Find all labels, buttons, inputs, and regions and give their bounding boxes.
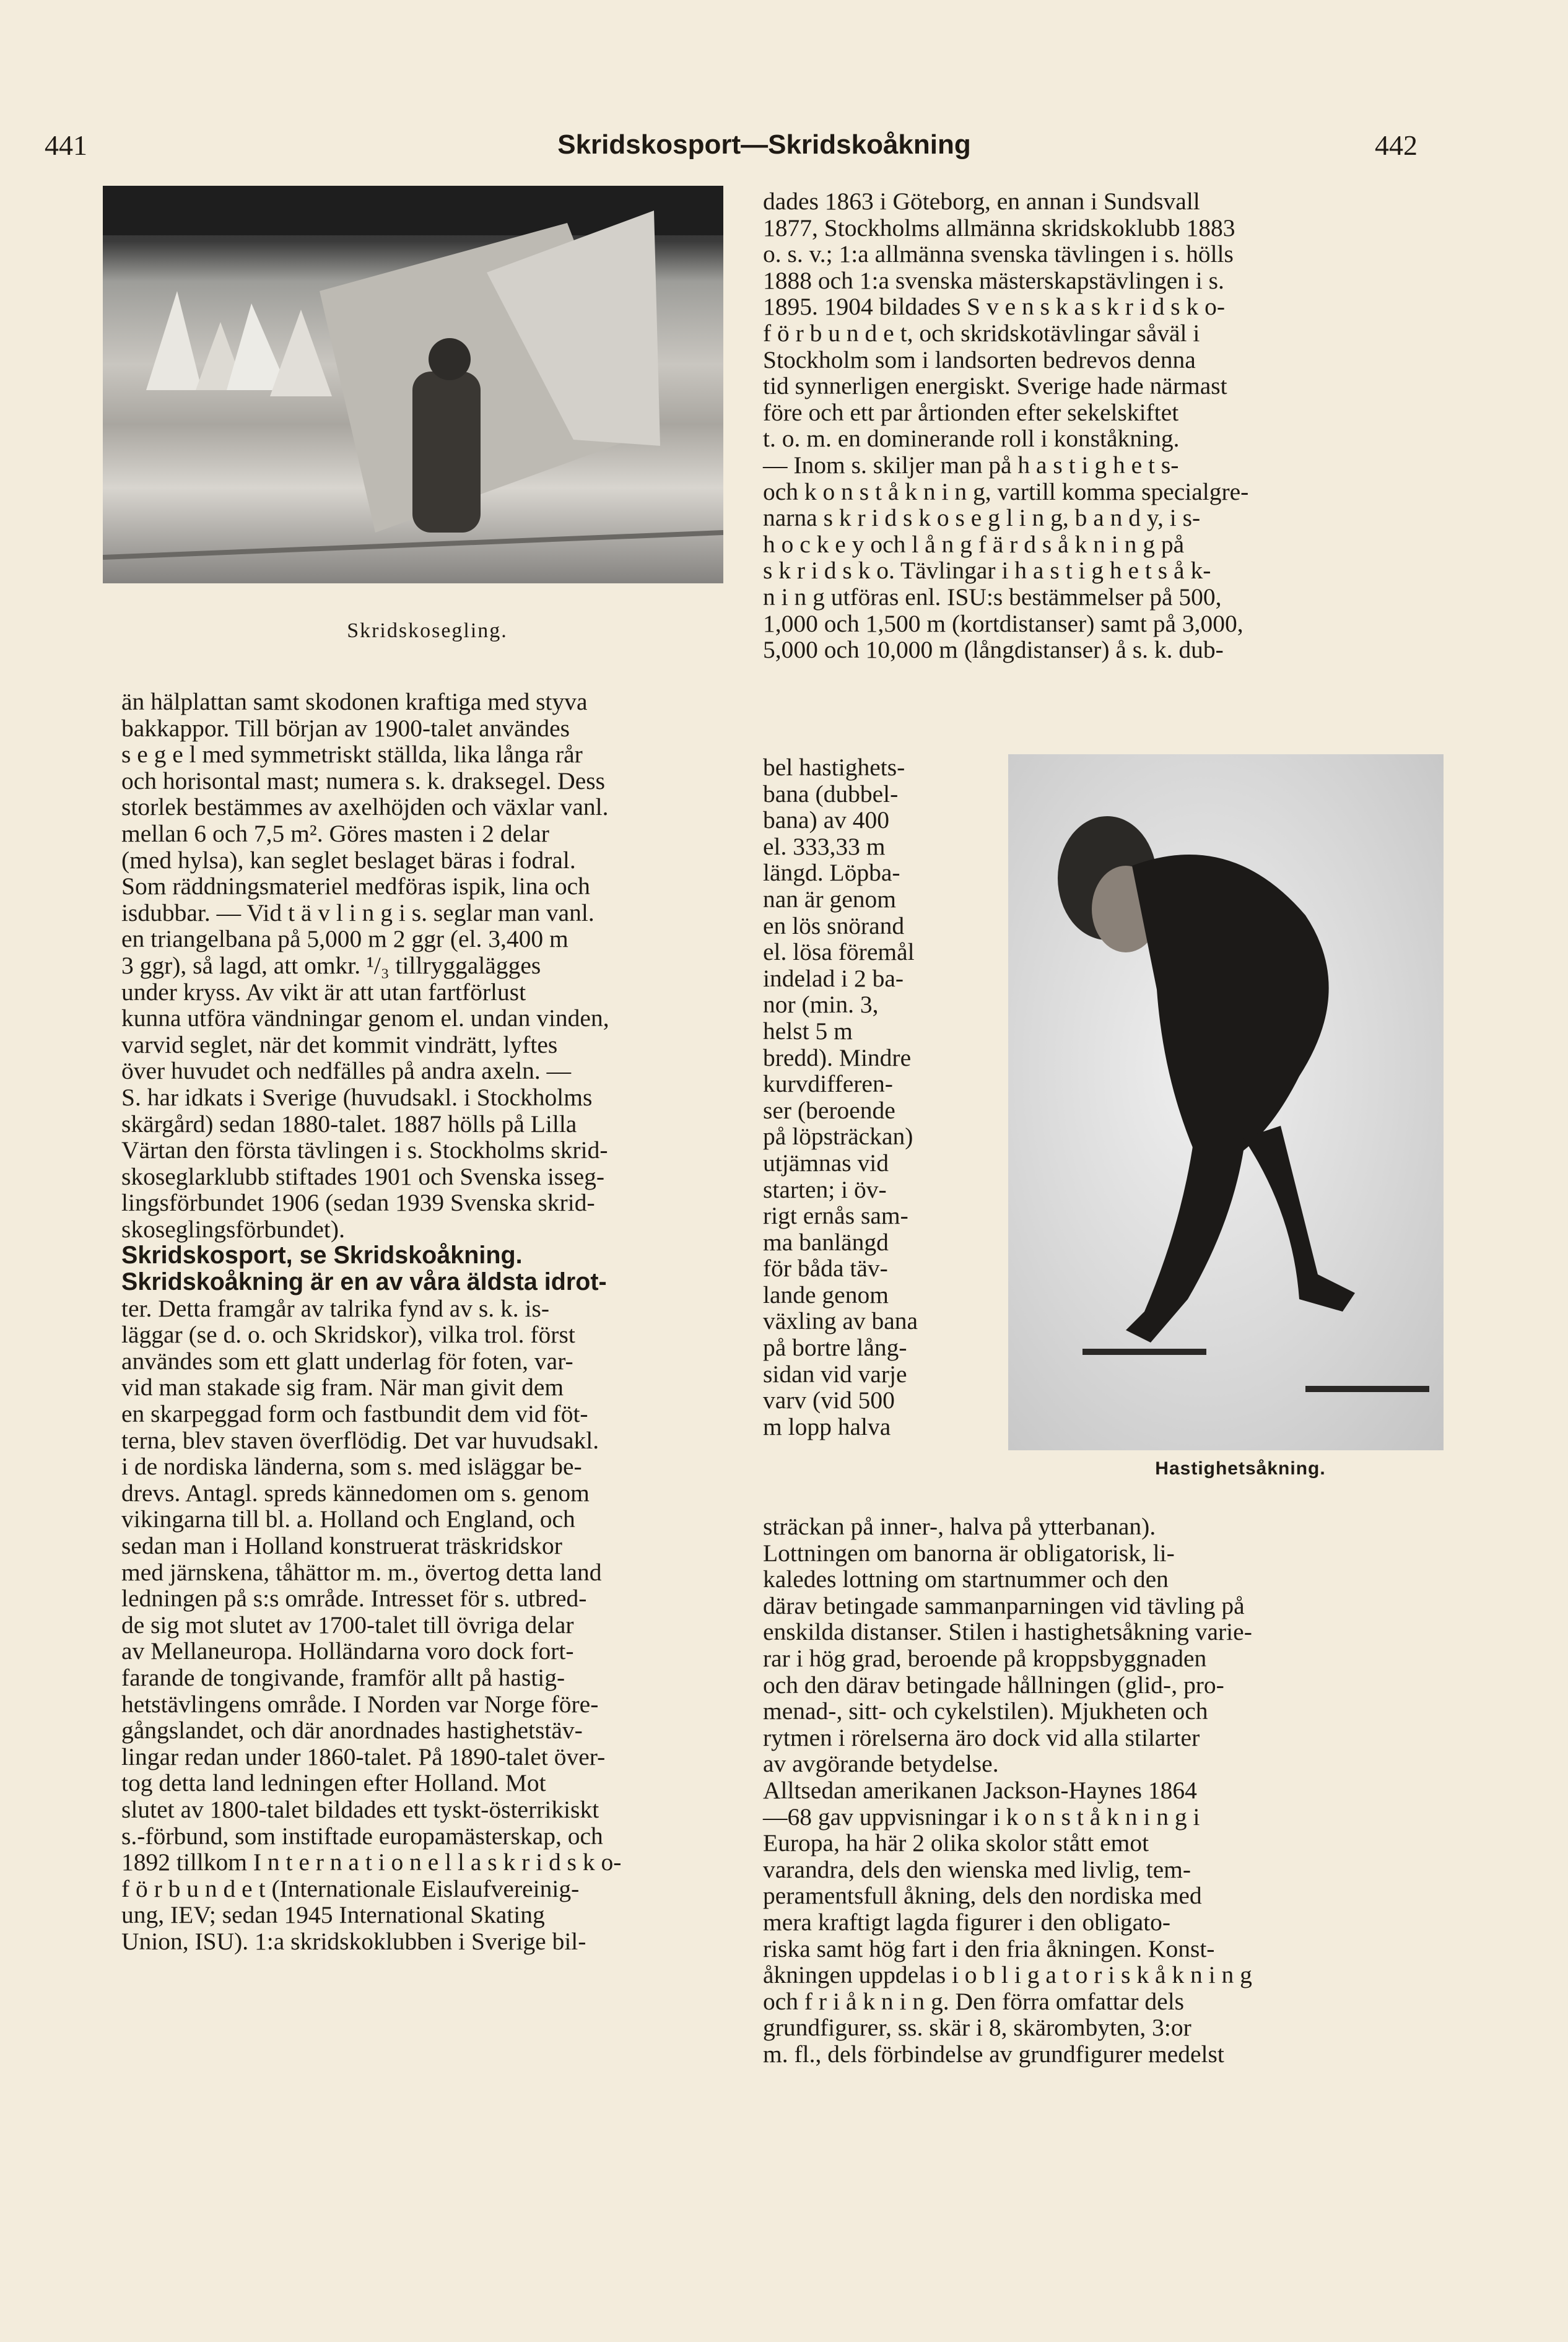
text-line: 5,000 och 10,000 m (långdistanser) å s. k. dub- <box>763 636 1224 664</box>
text-line: gångslandet, och där anordnades hastighetstäv- <box>121 1717 583 1744</box>
text-line: ung, IEV; sedan 1945 International Skating <box>121 1901 545 1929</box>
text-line: Stockholm som i landsorten bedrevos denna <box>763 346 1196 373</box>
page-number-left: 441 <box>45 129 87 161</box>
left-text-column <box>121 689 741 1955</box>
text-line: isdubbar. — Vid t ä v l i n g i s. seglar man vanl. <box>121 899 595 926</box>
entry-heading-skridskosport: Skridskosport, se Skridskoåkning. <box>121 1242 523 1269</box>
right-text-column-bottom <box>763 1513 1413 2067</box>
text-line: 1,000 och 1,500 m (kortdistanser) samt på 3,000, <box>763 609 1244 637</box>
text-line: n i n g utföras enl. ISU:s bestämmelser på 500, <box>763 583 1222 611</box>
text-line: skärgård) sedan 1880-talet. 1887 hölls på Lilla <box>121 1110 577 1138</box>
text-line: läggar (se d. o. och Skridskor), vilka trol. först <box>121 1321 575 1349</box>
text-line: f ö r b u n d e t (Internationale Eislaufvereinig- <box>121 1874 580 1902</box>
text-line: h o c k e y och l å n g f ä r d s å k n i n g på <box>763 530 1185 558</box>
text-line: t. o. m. en dominerande roll i konståkning. <box>763 425 1180 453</box>
text-line: grundfigurer, ss. skär i 8, skärombyten, 3:or <box>763 2014 1191 2042</box>
text-line: under kryss. Av vikt är att utan fartförlust <box>121 978 526 1006</box>
text-line: rytmen i rörelserna äro dock vid alla stilarter <box>763 1723 1200 1751</box>
text-line: en skarpeggad form och fastbundit dem vid föt- <box>121 1400 588 1428</box>
text-line: —68 gav uppvisningar i k o n s t å k n i n g i <box>763 1803 1200 1831</box>
text-line: vid man stakade sig fram. När man givit dem <box>121 1373 564 1401</box>
text-line: nor (min. 3, <box>763 991 879 1019</box>
text-line: Lottningen om banorna är obligatorisk, li- <box>763 1539 1175 1567</box>
text-line: S. har idkats i Sverige (huvudsakl. i Stockholms <box>121 1083 593 1111</box>
text-line: storlek bestämmes av axelhöjden och växlar vanl. <box>121 793 609 821</box>
text-line: och f r i å k n i n g. Den förra omfattar dels <box>763 1987 1185 2015</box>
text-line: på löpsträckan) <box>763 1123 913 1151</box>
text-line: sidan vid varje <box>763 1360 907 1388</box>
text-line: åkningen uppdelas i o b l i g a t o r i s k å k n i n g <box>763 1961 1252 1989</box>
text-line: tog detta land ledningen efter Holland. Mot <box>121 1769 546 1797</box>
text-line: s e g e l med symmetriskt ställda, lika långa rår <box>121 741 583 768</box>
text-line: och k o n s t å k n i n g, vartill komma specialgre- <box>763 477 1249 505</box>
text-line: varvid seglet, när det kommit vindrätt, lyftes <box>121 1030 558 1058</box>
text-line: — Inom s. skiljer man på h a s t i g h e t s- <box>763 451 1179 479</box>
text-line: bakkappor. Till början av 1900-talet användes <box>121 714 570 742</box>
text-line: i de nordiska länderna, som s. med isläggar be- <box>121 1453 582 1481</box>
text-line: skoseglarklubb stiftades 1901 och Svenska isseg- <box>121 1162 605 1190</box>
text-line: menad-, sitt- och cykelstilen). Mjukheten och <box>763 1697 1208 1725</box>
right-text-column-narrow <box>763 754 998 1440</box>
text-line: en lös snörand <box>763 912 905 939</box>
text-line: en triangelbana på 5,000 m 2 ggr (el. 3,400 m <box>121 925 568 953</box>
text-line: s.-förbund, som instiftade europamästerskap, och <box>121 1822 603 1850</box>
text-line: för båda täv- <box>763 1255 888 1282</box>
ice-sailing-caption: Skridskosegling. <box>347 619 508 642</box>
text-line: bana) av 400 <box>763 806 889 834</box>
text-line: kunna utföra vändningar genom el. undan vinden, <box>121 1004 609 1032</box>
text-line: bel hastighets- <box>763 754 905 781</box>
text-line: kurvdifferen- <box>763 1070 893 1098</box>
text-line: farande de tongivande, framför allt på hastig- <box>121 1663 565 1691</box>
text-line: rar i hög grad, beroende på kroppsbyggnaden <box>763 1644 1207 1672</box>
text-line: bredd). Mindre <box>763 1043 912 1071</box>
text-line: mellan 6 och 7,5 m². Göres masten i 2 delar <box>121 819 549 847</box>
text-line: med järnskena, tåhättor m. m., övertog detta land <box>121 1558 602 1586</box>
text-line: tid synnerligen energiskt. Sverige hade närmast <box>763 372 1227 400</box>
text-line: Värtan den första tävlingen i s. Stockholms skrid- <box>121 1136 608 1164</box>
speed-skating-caption: Hastighetsåkning. <box>1155 1458 1326 1479</box>
speed-skater-illustration <box>1008 754 1444 1450</box>
text-line: därav betingade sammanparningen vid tävling på <box>763 1591 1245 1619</box>
text-line: 1892 tillkom I n t e r n a t i o n e l l a s k r i d s k o- <box>121 1848 622 1876</box>
text-line: ter. Detta framgår av talrika fynd av s. k. is- <box>121 1294 549 1322</box>
text-line: helst 5 m <box>763 1017 853 1045</box>
text-line: s k r i d s k o. Tävlingar i h a s t i g h e t s å k- <box>763 557 1211 585</box>
text-line: Europa, ha här 2 olika skolor stått emot <box>763 1829 1149 1857</box>
text-line: av Mellaneuropa. Holländarna voro dock fort- <box>121 1637 574 1665</box>
text-line: bana (dubbel- <box>763 780 899 808</box>
page-header-title: Skridskosport—Skridskoåkning <box>557 129 971 160</box>
text-line: m lopp halva <box>763 1413 891 1440</box>
text-line: sedan man i Holland konstruerat träskridskor <box>121 1532 562 1559</box>
entry-heading-skridskoakning: Skridskoåkning är en av våra äldsta idrot- <box>121 1268 607 1296</box>
text-line: de sig mot slutet av 1700-talet till övriga delar <box>121 1611 574 1639</box>
text-line: enskilda distanser. Stilen i hastighetsåkning varie- <box>763 1618 1252 1646</box>
text-line: 3 ggr), så lagd, att omkr. ¹/₃ tillryggalägges <box>121 951 541 979</box>
text-line: Alltsedan amerikanen Jackson-Haynes 1864 <box>763 1776 1197 1804</box>
text-line: narna s k r i d s k o s e g l i n g, b a n d y, i s- <box>763 504 1201 532</box>
text-line: Som räddningsmateriel medföras ispik, lina och <box>121 873 590 900</box>
text-line: på bortre lång- <box>763 1334 907 1362</box>
text-line: över huvudet och nedfälles på andra axeln. — <box>121 1057 572 1085</box>
text-line: och horisontal mast; numera s. k. draksegel. Dess <box>121 767 606 794</box>
text-line: lingar redan under 1860-talet. På 1890-talet över- <box>121 1743 606 1770</box>
text-line: slutet av 1800-talet bildades ett tyskt-österrikiskt <box>121 1795 599 1823</box>
text-line: användes som ett glatt underlag för foten, var- <box>121 1347 573 1375</box>
text-line: hetstävlingens område. I Norden var Norge före- <box>121 1690 599 1718</box>
text-line: o. s. v.; 1:a allmänna svenska tävlingen i s. hölls <box>763 240 1234 268</box>
text-line: mera kraftigt lagda figurer i den obligato- <box>763 1908 1171 1936</box>
text-line: varv (vid 500 <box>763 1386 895 1414</box>
text-line: 1888 och 1:a svenska mästerskapstävlingen i s. <box>763 266 1224 294</box>
text-line: peramentsfull åkning, dels den nordiska med <box>763 1882 1202 1910</box>
text-line: än hälplattan samt skodonen kraftiga med styva <box>121 688 588 715</box>
text-line: Union, ISU). 1:a skridskoklubben i Sverige bil- <box>121 1927 586 1955</box>
text-line: f ö r b u n d e t, och skridskotävlingar såväl i <box>763 319 1200 347</box>
text-line: 1895. 1904 bildades S v e n s k a s k r i d s k o- <box>763 293 1226 321</box>
text-line: drevs. Antagl. spreds kännedomen om s. genom <box>121 1479 590 1507</box>
text-line: varandra, dels den wienska med livlig, tem- <box>763 1855 1191 1883</box>
text-line: starten; i öv- <box>763 1175 887 1203</box>
text-line: längd. Löpba- <box>763 859 900 887</box>
text-line: växling av bana <box>763 1307 918 1335</box>
page-number-right: 442 <box>1375 129 1418 161</box>
text-line: ma banlängd <box>763 1228 889 1256</box>
text-line: skoseglingsförbundet). <box>121 1215 345 1243</box>
text-line: 1877, Stockholms allmänna skridskoklubb 1883 <box>763 214 1235 242</box>
text-line: riska samt hög fart i den fria åkningen. Konst- <box>763 1935 1215 1962</box>
text-line: m. fl., dels förbindelse av grundfigurer medelst <box>763 2040 1224 2068</box>
right-text-column-top <box>763 188 1413 663</box>
text-line: indelad i 2 ba- <box>763 964 904 992</box>
text-line: kaledes lottning om startnummer och den <box>763 1565 1169 1593</box>
text-line: ser (beroende <box>763 1096 895 1124</box>
text-line: el. 333,33 m <box>763 832 886 860</box>
text-line: lande genom <box>763 1281 889 1308</box>
text-line: ledningen på s:s område. Intresset för s. utbred- <box>121 1585 587 1613</box>
text-line: av avgörande betydelse. <box>763 1750 999 1778</box>
speed-skater-photo <box>1008 754 1444 1450</box>
ice-sailing-illustration <box>103 186 723 583</box>
text-line: före och ett par årtionden efter sekelskiftet <box>763 398 1179 426</box>
text-line: nan är genom <box>763 885 896 913</box>
text-line: lingsförbundet 1906 (sedan 1939 Svenska skrid- <box>121 1189 595 1217</box>
text-line: rigt ernås sam- <box>763 1202 908 1230</box>
text-line: och den därav betingade hållningen (glid-, pro- <box>763 1671 1224 1699</box>
text-line: utjämnas vid <box>763 1149 889 1177</box>
ice-sailing-photo <box>103 186 723 583</box>
text-line: el. lösa föremål <box>763 938 915 966</box>
text-line: terna, blev staven överflödig. Det var huvudsakl. <box>121 1426 599 1454</box>
text-line: sträckan på inner-, halva på ytterbanan). <box>763 1513 1156 1540</box>
text-line: dades 1863 i Göteborg, en annan i Sundsvall <box>763 188 1200 215</box>
text-line: vikingarna till bl. a. Holland och England, och <box>121 1505 575 1533</box>
text-line: (med hylsa), kan seglet beslaget bäras i fodral. <box>121 846 576 874</box>
